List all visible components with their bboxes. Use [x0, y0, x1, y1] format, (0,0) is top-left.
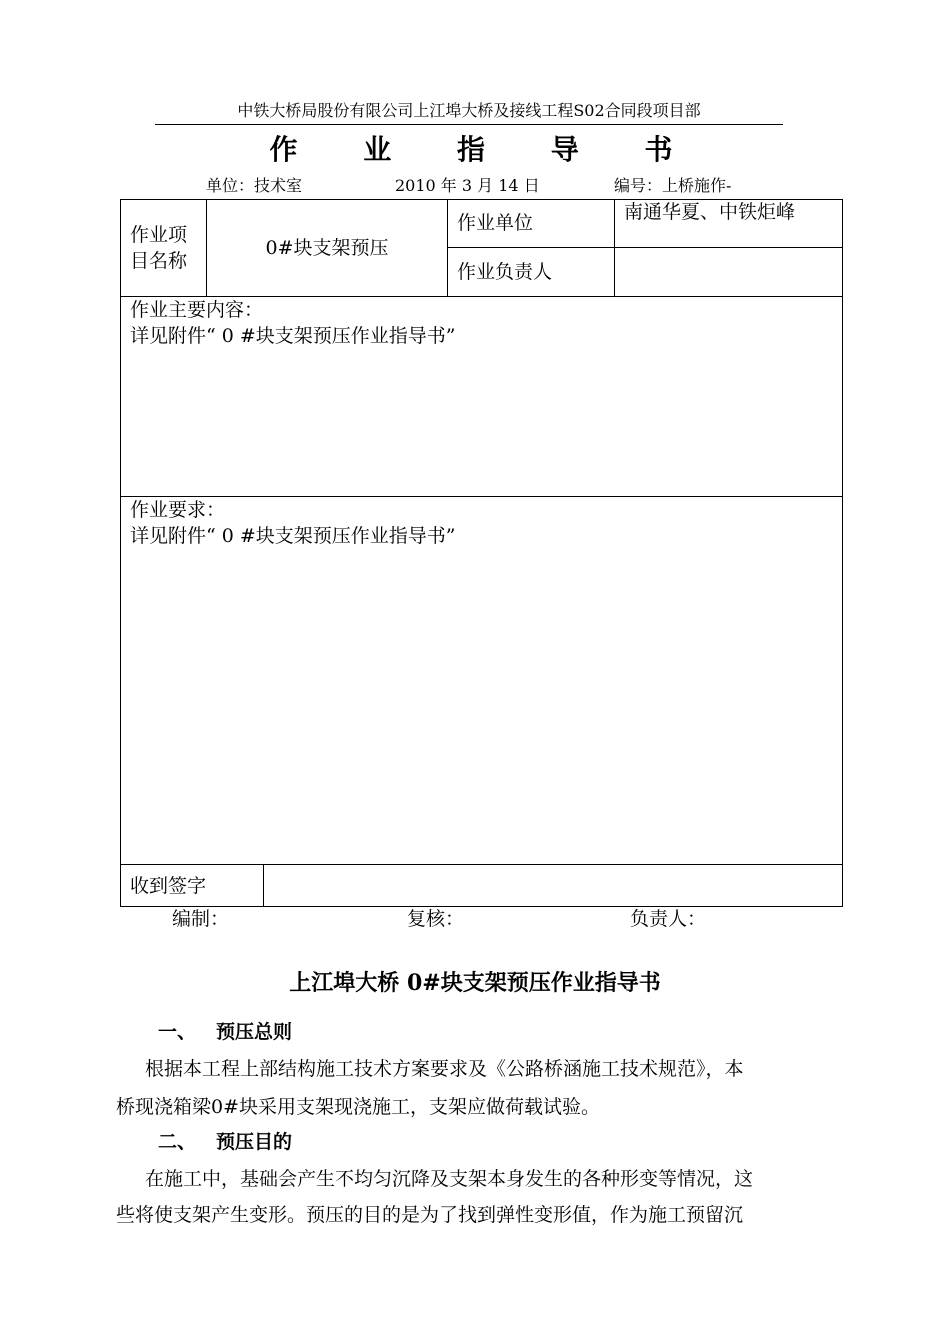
section-title: 上江埠大桥 0#块支架预压作业指导书: [289, 970, 661, 996]
heading-1-text: 预压总则: [216, 1021, 293, 1043]
signature-label: 收到签字: [130, 875, 207, 897]
heading-preload-purpose: [158, 1127, 292, 1157]
document-title: 作 业 指 导 书: [269, 133, 701, 166]
table-border-right: [842, 199, 843, 907]
unit-text: 单位：技术室: [206, 176, 303, 195]
heading-2-number: 二、: [158, 1131, 197, 1153]
table-col-rule-sign: [263, 864, 264, 907]
compiler-label: 编制：: [172, 908, 230, 930]
paragraph-1-line-2: 桥现浇箱梁0#块采用支架现浇施工，支架应做荷载试验。: [116, 1096, 601, 1118]
main-content-value: 详见附件“ 0 #块支架预压作业指导书”: [130, 325, 456, 347]
project-name-label-2: 目名称: [130, 250, 188, 272]
responsible-label: 负责人：: [630, 908, 707, 930]
work-unit-value: 南通华夏、中铁炬峰: [624, 201, 796, 223]
heading-1-number: 一、: [158, 1021, 197, 1043]
requirements-value: 详见附件“ 0 #块支架预压作业指导书”: [130, 525, 456, 547]
paragraph-2-line-1: 在施工中，基础会产生不均匀沉降及支架本身发生的各种形变等情况，这: [145, 1168, 754, 1190]
work-unit-label: 作业单位: [457, 212, 534, 234]
table-rule-row1: [447, 247, 843, 248]
table-rule-row4: [120, 864, 843, 865]
table-col-rule-3: [614, 199, 615, 297]
table-border-left: [120, 199, 121, 907]
company-header: 中铁大桥局股份有限公司上江埠大桥及接线工程S02合同段项目部: [155, 98, 783, 125]
heading-2-text: 预压目的: [216, 1131, 293, 1153]
work-leader-label: 作业负责人: [457, 261, 553, 283]
paragraph-2-line-2: 些将使支架产生变形。预压的目的是为了找到弹性变形值，作为施工预留沉: [116, 1204, 744, 1226]
project-name-value: 0#块支架预压: [265, 237, 389, 259]
table-col-rule-2: [447, 199, 448, 297]
main-content-label: 作业主要内容：: [130, 299, 264, 321]
requirements-label: 作业要求：: [130, 499, 226, 521]
table-rule-row3: [120, 496, 843, 497]
code-text: 编号：上桥施作-: [614, 176, 732, 195]
date-text: 2010 年 3 月 14 日: [395, 176, 540, 195]
project-name-label-1: 作业项: [130, 224, 188, 246]
heading-preload-principles: [158, 1017, 292, 1047]
reviewer-label: 复核：: [407, 908, 465, 930]
paragraph-1-line-1: 根据本工程上部结构施工技术方案要求及《公路桥涵施工技术规范》，本: [145, 1058, 744, 1080]
